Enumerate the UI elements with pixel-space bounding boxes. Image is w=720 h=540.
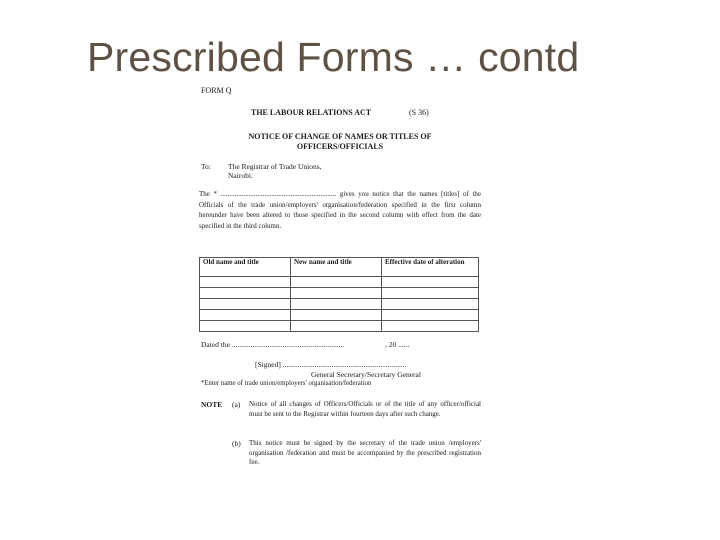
signature-line: [Signed] ..................................................................: [255, 360, 407, 369]
table-row: [200, 310, 479, 321]
note-label: NOTE: [201, 400, 223, 409]
note-a-marker: (a): [232, 400, 241, 409]
signatory-title: General Secretary/Secretary General: [311, 370, 421, 379]
to-line-1: The Registrar of Trade Unions,: [228, 162, 322, 171]
act-title: THE LABOUR RELATIONS ACT: [251, 108, 372, 117]
alteration-table: [199, 257, 479, 332]
table-header-row: [200, 258, 479, 277]
dated-year: , 20 ......: [385, 340, 410, 349]
note-b-text: This notice must be signed by the secretary of the trade union /employers' organisation /federation and must be accompanied by the prescribed registration fee.: [249, 439, 481, 466]
col-old-name: Old name and title: [200, 258, 291, 277]
to-label: To:: [201, 162, 211, 171]
note-a-text: Notice of all changes of Officers/Officials or of the title of any officer/official must be sent to the Registrar within fourteen days after such change.: [249, 400, 481, 418]
note-b-marker: (b): [232, 439, 241, 448]
table-row: [200, 277, 479, 288]
table-row: [200, 321, 479, 332]
act-section: (S 36): [409, 108, 429, 117]
footnote: *Enter name of trade union/employers' organisation/federation: [201, 380, 372, 387]
col-effective-date: Effective date of alteration: [382, 258, 479, 277]
col-new-name: New name and title: [291, 258, 382, 277]
to-line-2: Nairobi.: [228, 171, 253, 180]
table-row: [200, 299, 479, 310]
notice-heading-line-1: NOTICE OF CHANGE OF NAMES OR TITLES OF: [248, 132, 432, 141]
notice-heading-line-2: OFFICERS/OFFICIALS: [296, 142, 384, 151]
notice-body: The * .................................................................. gives you notice that the names [titles] of the Officials of the trade union/employers' organisation/federation specified in the first column hereunder have been altered to those specified in the second column with effect from the date specified in the third column.: [199, 190, 481, 230]
table-row: [200, 288, 479, 299]
form-label: FORM Q: [201, 86, 232, 95]
dated-line: Dated the ............................................................: [201, 340, 345, 349]
form-document: [199, 84, 481, 474]
slide-title: Prescribed Forms … contd: [87, 34, 580, 80]
